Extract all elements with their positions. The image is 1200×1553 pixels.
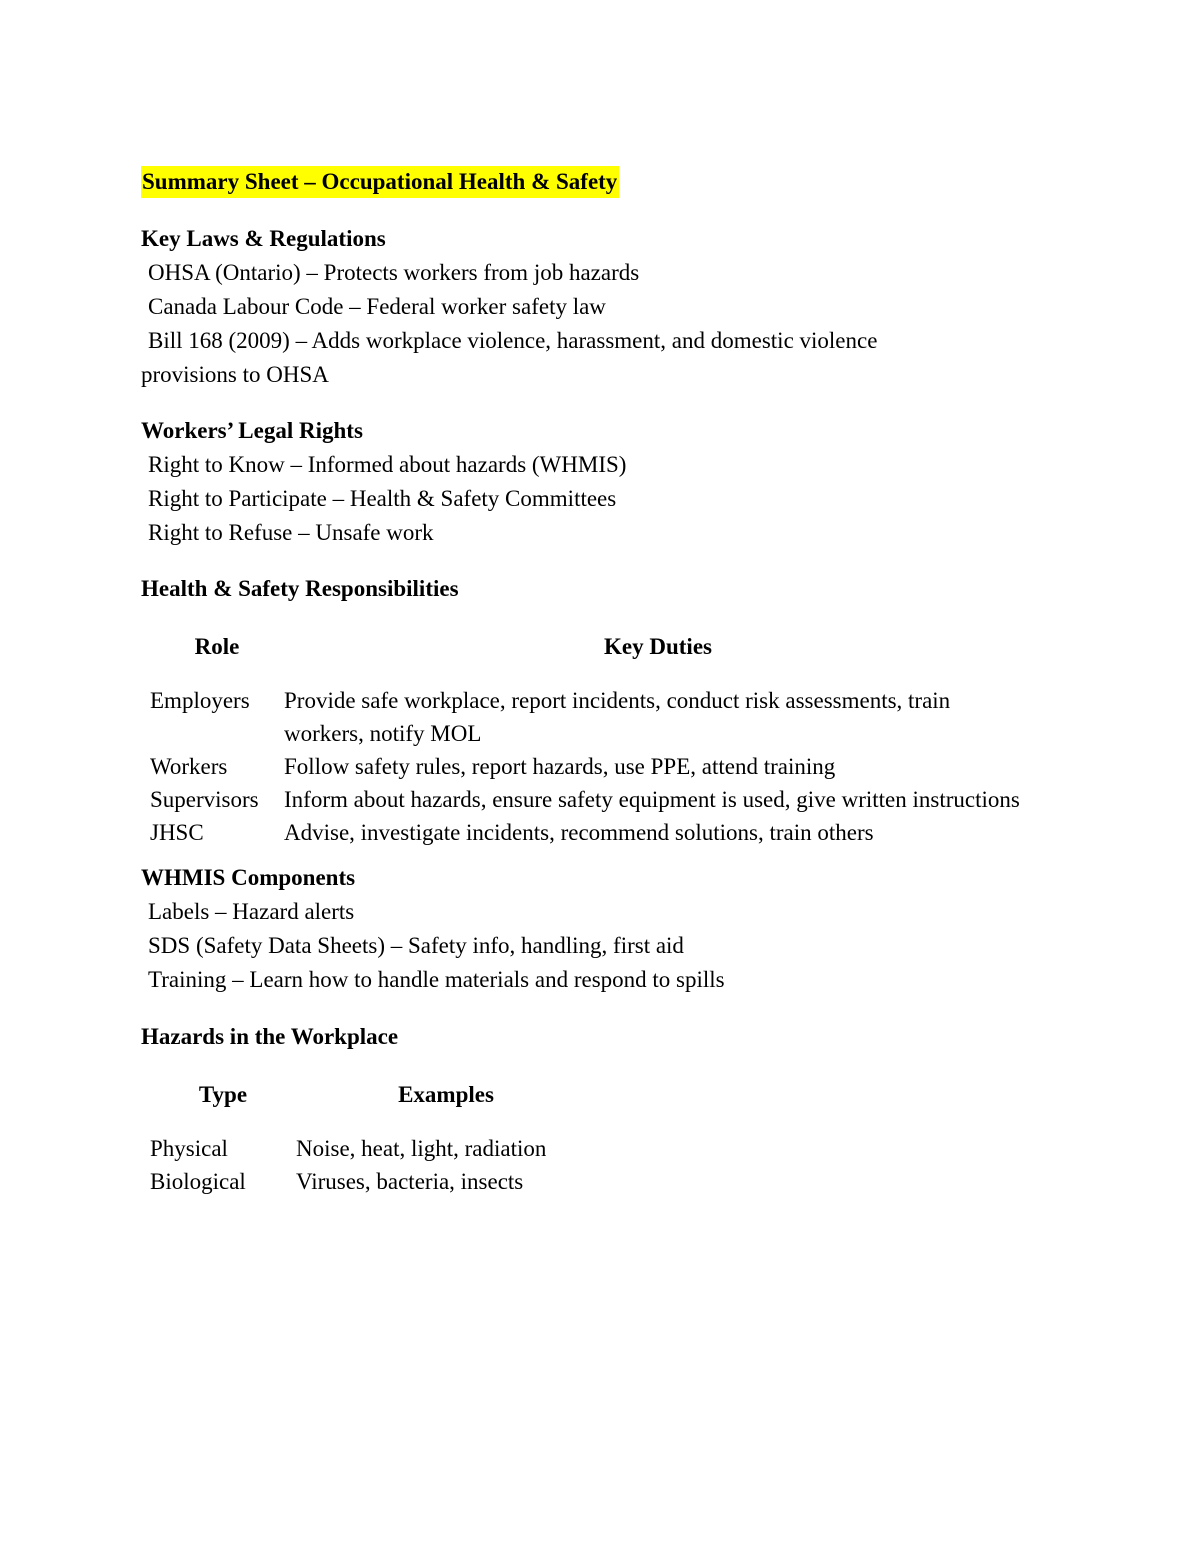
duties-cell: Provide safe workplace, report incidents, conduct risk assessments, train workers, notify MOL: [284, 688, 951, 746]
responsibilities-section: [141, 572, 1041, 849]
table-header-row: [141, 1078, 596, 1132]
table-row: [141, 1165, 596, 1198]
hazard-examples-cell: Noise, heat, light, radiation: [296, 1136, 547, 1161]
column-header-role: Role: [194, 634, 240, 659]
table-row: [141, 1132, 596, 1165]
document-title: Summary Sheet – Occupational Health & Safety: [141, 166, 619, 198]
right-item: Right to Refuse – Unsafe work: [148, 520, 434, 545]
right-item: Right to Know – Informed about hazards (WHMIS): [148, 452, 627, 477]
key-laws-section: [141, 222, 1041, 392]
hazard-examples-cell: Viruses, bacteria, insects: [296, 1169, 524, 1194]
responsibilities-table: [141, 630, 1032, 849]
whmis-section: [141, 861, 1041, 997]
role-cell: Employers: [150, 688, 250, 713]
rights-heading: Workers’ Legal Rights: [141, 418, 363, 443]
whmis-item: Training – Learn how to handle materials and respond to spills: [148, 967, 725, 992]
table-header-row: [141, 630, 1032, 684]
document-title-wrap: [141, 165, 1041, 199]
table-row: [141, 684, 1032, 750]
law-item: OHSA (Ontario) – Protects workers from job hazards: [148, 260, 640, 285]
table-row: [141, 750, 1032, 783]
duties-cell: Advise, investigate incidents, recommend solutions, train others: [284, 820, 874, 845]
rights-section: [141, 414, 1041, 550]
whmis-heading: WHMIS Components: [141, 865, 356, 890]
law-item-continuation: provisions to OHSA: [141, 362, 329, 387]
document-page: [141, 165, 1041, 1198]
role-cell: Supervisors: [150, 787, 259, 812]
role-cell: Workers: [150, 754, 228, 779]
hazard-type-cell: Physical: [150, 1136, 228, 1161]
table-row: [141, 816, 1032, 849]
hazards-section: [141, 1020, 1041, 1198]
law-item: Canada Labour Code – Federal worker safety law: [148, 294, 606, 319]
whmis-item: Labels – Hazard alerts: [148, 899, 355, 924]
key-laws-heading: Key Laws & Regulations: [141, 226, 386, 251]
duties-cell: Follow safety rules, report hazards, use PPE, attend training: [284, 754, 836, 779]
duties-cell: Inform about hazards, ensure safety equipment is used, give written instructions: [284, 787, 1020, 812]
column-header-key-duties: Key Duties: [604, 634, 712, 659]
responsibilities-heading: Health & Safety Responsibilities: [141, 576, 459, 601]
hazards-table: [141, 1078, 596, 1198]
right-item: Right to Participate – Health & Safety Committees: [148, 486, 617, 511]
hazard-type-cell: Biological: [150, 1169, 246, 1194]
table-row: [141, 783, 1032, 816]
column-header-examples: Examples: [398, 1082, 494, 1107]
whmis-item: SDS (Safety Data Sheets) – Safety info, handling, first aid: [148, 933, 684, 958]
column-header-type: Type: [198, 1082, 248, 1107]
role-cell: JHSC: [150, 820, 204, 845]
law-item: Bill 168 (2009) – Adds workplace violence, harassment, and domestic violence: [148, 328, 878, 353]
hazards-heading: Hazards in the Workplace: [141, 1024, 399, 1049]
